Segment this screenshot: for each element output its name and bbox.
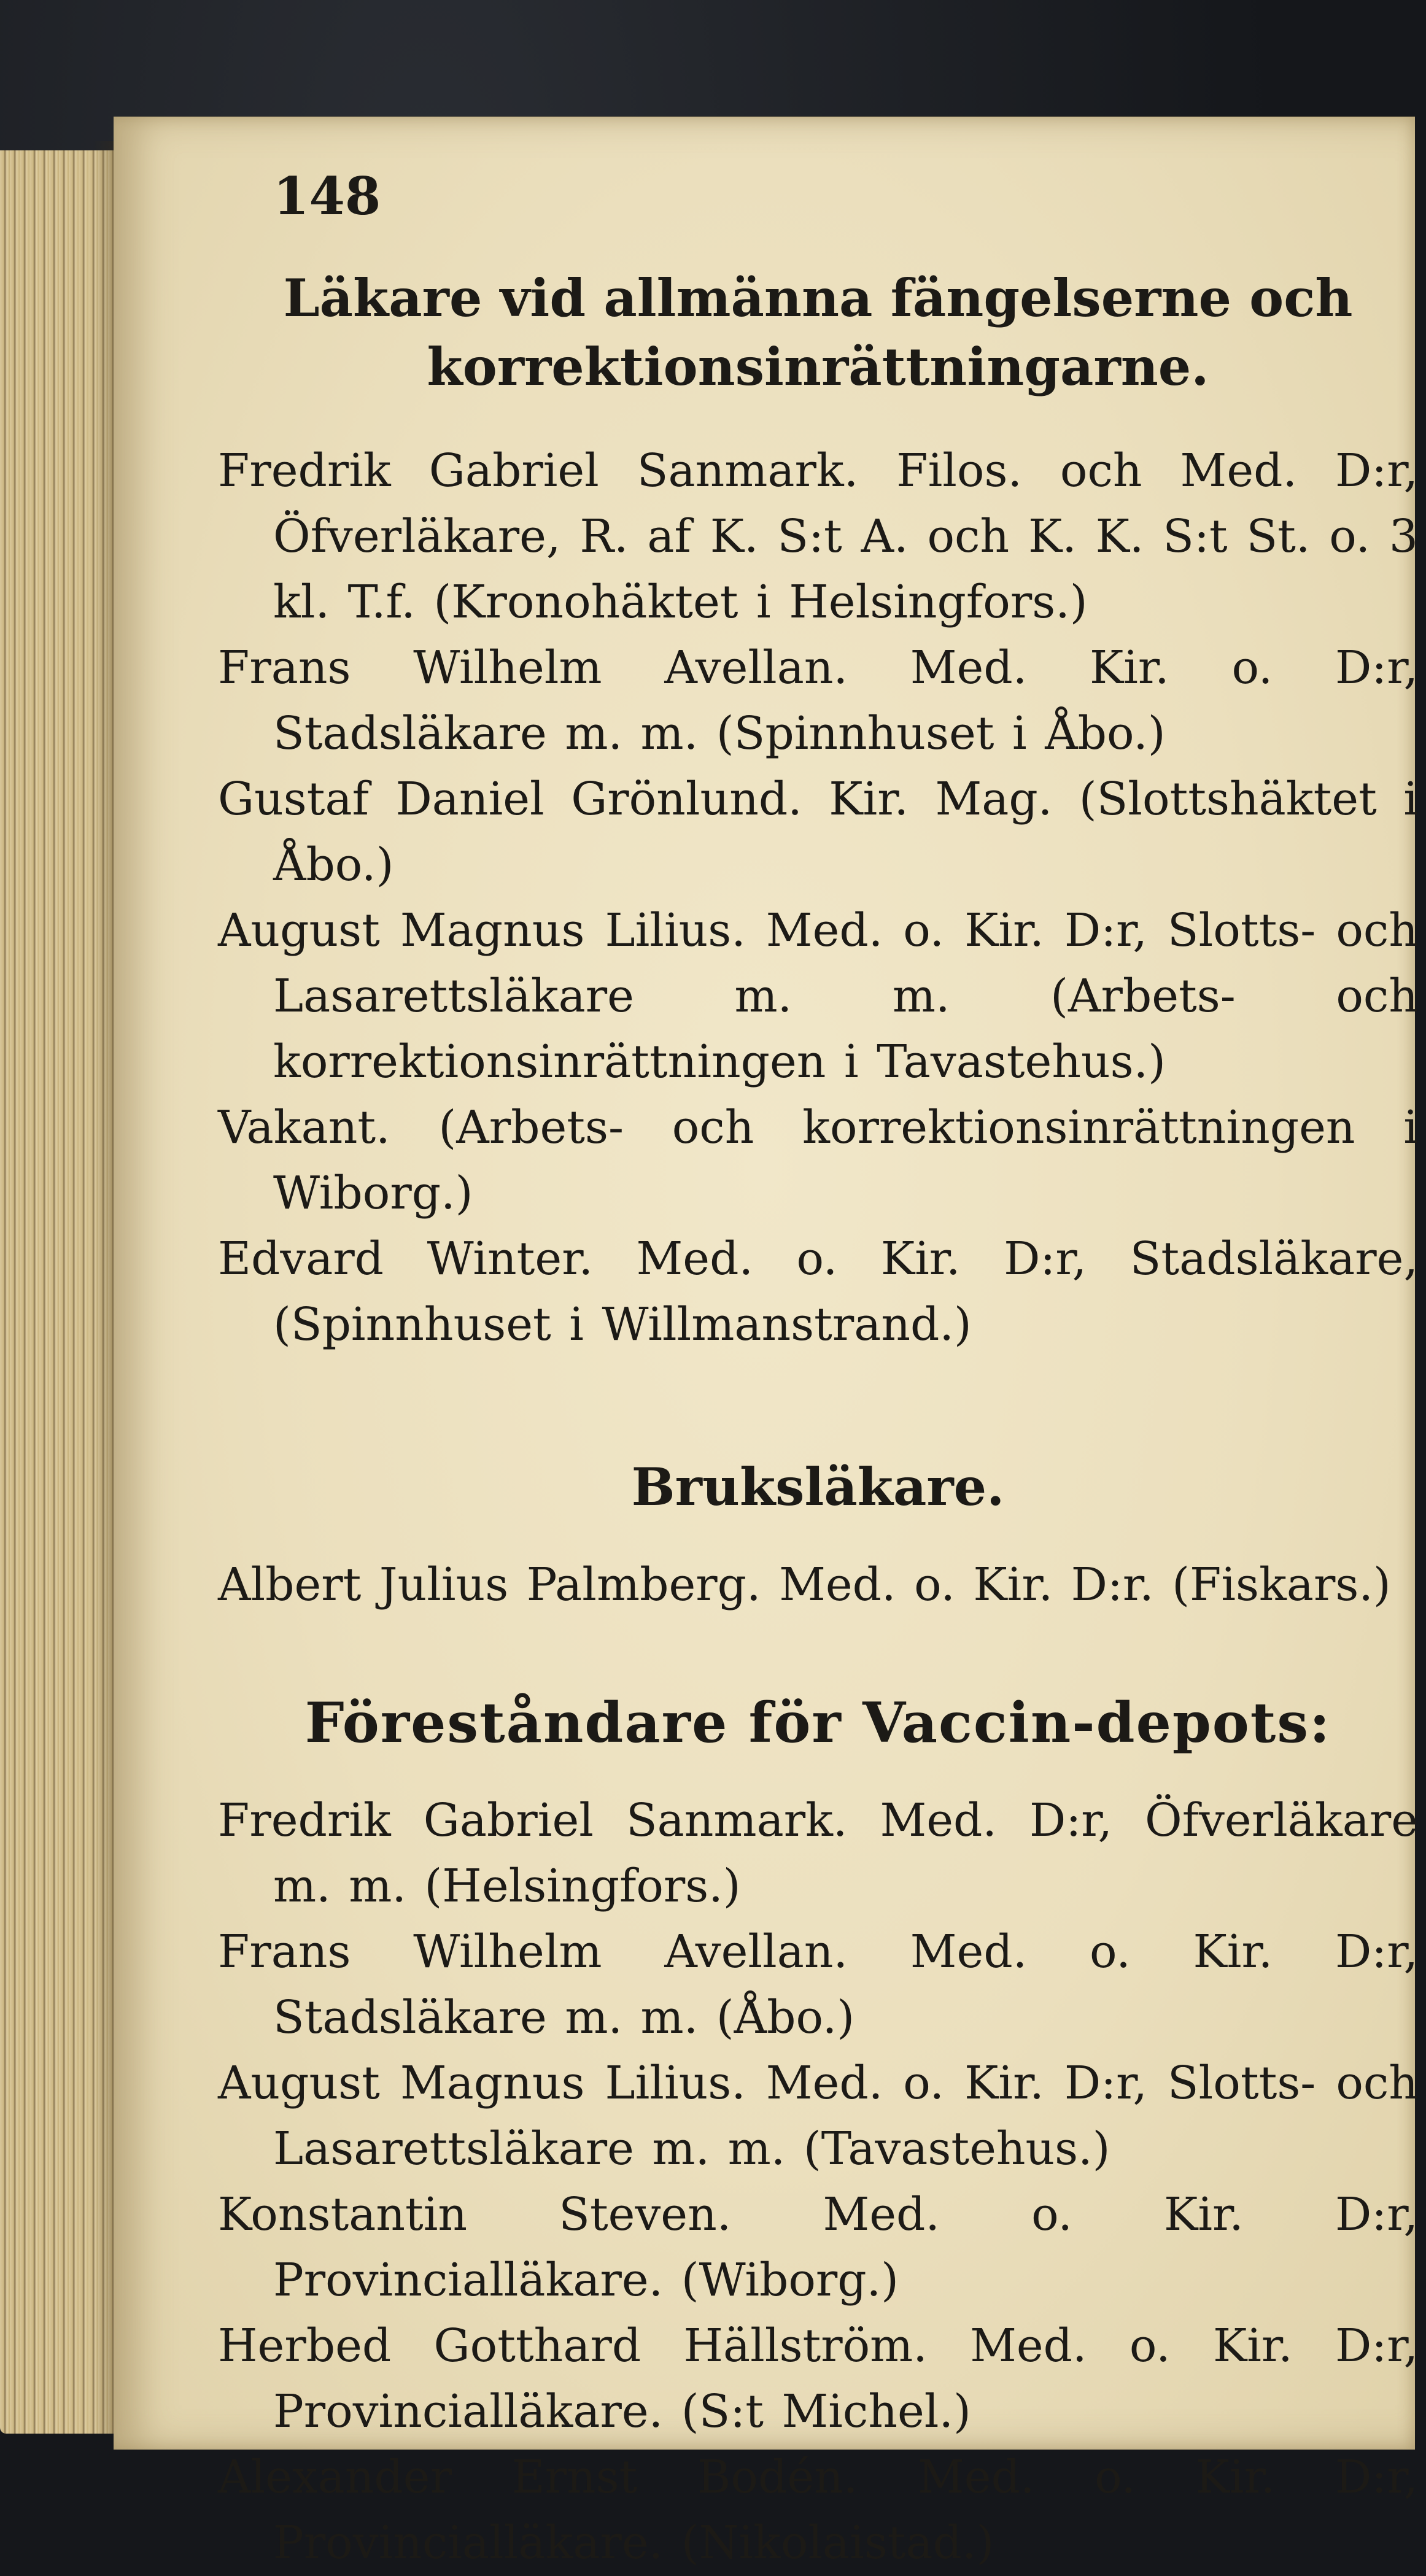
page-text xyxy=(218,264,1418,2576)
entry: Fredrik Gabriel Sanmark. Med. D:r, Öfverläkare m. m. (Helsingfors.) xyxy=(218,1794,1418,1913)
entry: Herbed Gotthard Hällström. Med. o. Kir. D:r, Provincialläkare. (S:t Michel.) xyxy=(218,2319,1418,2438)
entry: Alexander Ernst Bodén. Med. o. Kir. D:r, Provincialläkare. (Nikolaistad.) xyxy=(218,2451,1418,2569)
entry: Edvard Winter. Med. o. Kir. D:r, Stadsläkare, (Spinnhuset i Willmanstrand.) xyxy=(218,1232,1418,1351)
section-title-vaccin xyxy=(218,1688,1418,1757)
entry: Vakant. (Arbets- och korrektionsinrättningen i Wiborg.) xyxy=(218,1101,1418,1220)
entry-list-bruk xyxy=(218,1552,1418,1618)
entry-list-prisons xyxy=(218,438,1418,1358)
entry: Albert Julius Palmberg. Med. o. Kir. D:r. (Fiskars.) xyxy=(218,1558,1391,1611)
section-title-bruk xyxy=(218,1453,1418,1522)
page-number: 148 xyxy=(273,166,381,226)
entry: Gustaf Daniel Grönlund. Kir. Mag. (Slottshäktet i Åbo.) xyxy=(218,773,1418,891)
title-line: Bruksläkare. xyxy=(631,1456,1005,1517)
section-title-prisons xyxy=(218,264,1418,401)
entry: Frans Wilhelm Avellan. Med. o. Kir. D:r, Stadsläkare m. m. (Åbo.) xyxy=(218,1925,1418,2044)
title-line: Föreståndare för Vaccin-depots: xyxy=(304,1690,1331,1755)
title-line: korrektionsinrättningarne. xyxy=(427,336,1209,397)
title-line: Läkare vid allmänna fängelserne och xyxy=(283,268,1353,328)
entry: Konstantin Steven. Med. o. Kir. D:r, Provincialläkare. (Wiborg.) xyxy=(218,2188,1418,2307)
entry: Frans Wilhelm Avellan. Med. Kir. o. D:r, Stadsläkare m. m. (Spinnhuset i Åbo.) xyxy=(218,641,1418,760)
entry: Fredrik Gabriel Sanmark. Filos. och Med. D:r, Öfverläkare, R. af K. S:t A. och K. K. S:t St. o. 3 kl. T.f. (Kronohäktet i Helsingfors.) xyxy=(218,444,1418,629)
entry: August Magnus Lilius. Med. o. Kir. D:r, Slotts- och Lasarettsläkare m. m. (Arbets- och korrektionsinrättningen i Tavastehus.) xyxy=(218,904,1418,1088)
entry-list-vaccin xyxy=(218,1788,1418,2576)
entry: August Magnus Lilius. Med. o. Kir. D:r, Slotts- och Lasarettsläkare m. m. (Tavastehus.) xyxy=(218,2057,1418,2175)
